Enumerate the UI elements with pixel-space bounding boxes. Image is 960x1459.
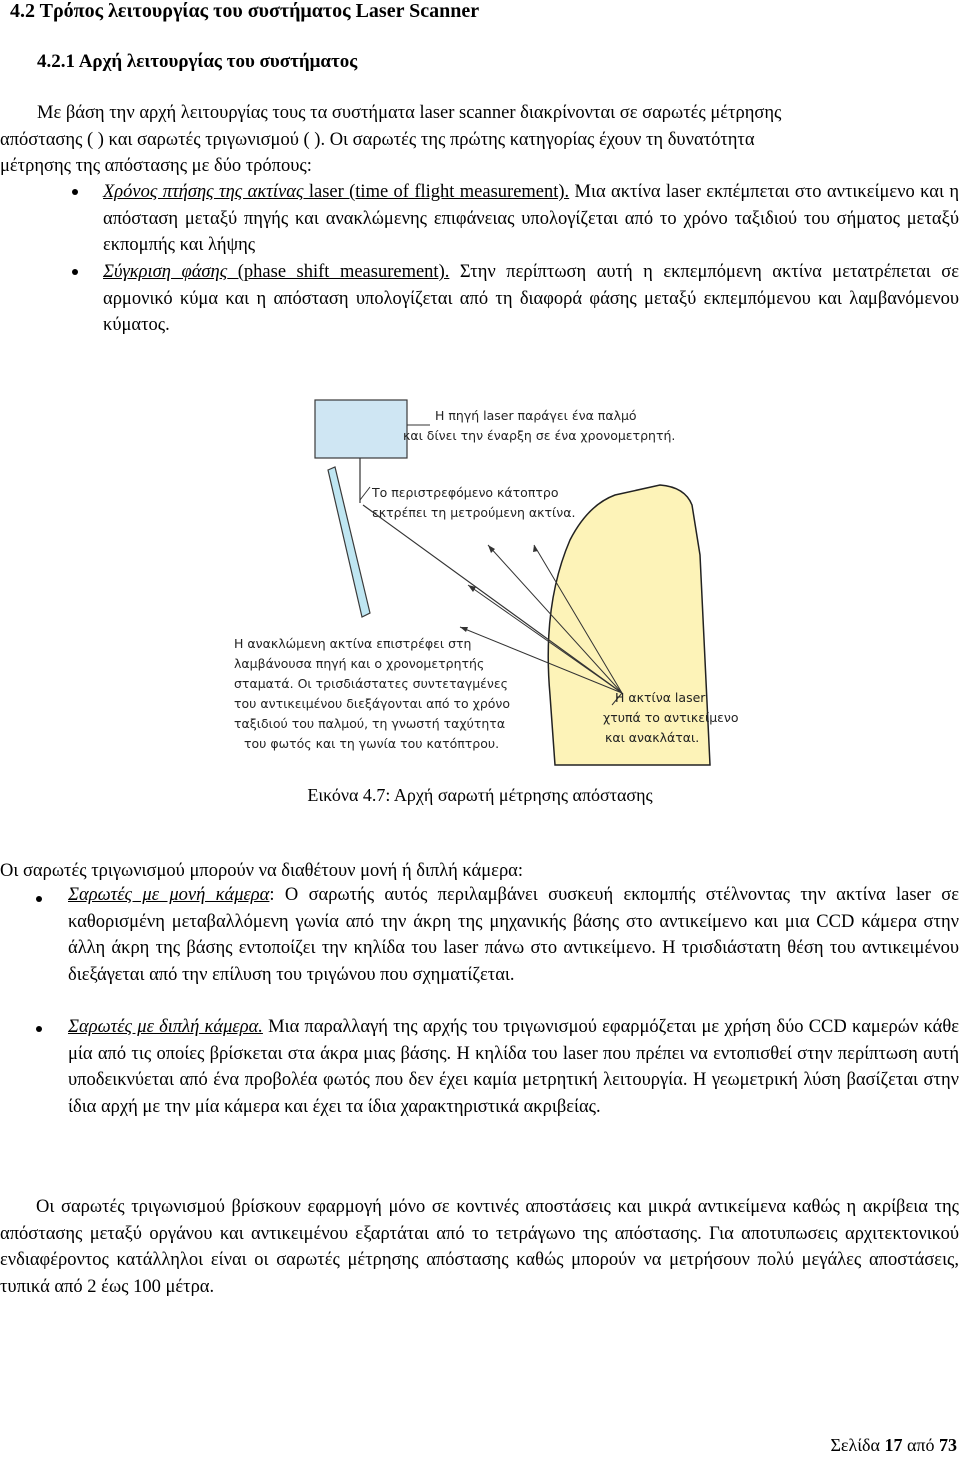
label-return-line: του αντικειμένου διεξάγονται από το χρόνο [234,696,511,711]
label-return-line: του φωτός και τη γωνία του κατόπτρου. [244,736,500,751]
term-tail: laser (time of flight measurement). [303,182,570,202]
list-item-single-camera [68,882,959,988]
list-item-text: : Ο σαρωτής αυτός περιλαμβάνει συσκευή εκπομπής στέλνοντας την ακτίνα laser σε καθορισμένη μεταβαλλόμενη γωνία από την άκρη της μηχανικής βάσης στο αντικείμενο και μια CCD κάμερα στην άλλη άκρη της βάσης εντοποίζει την κηλίδα του laser πάνω στο αντικείμενο. Η τρισδιάστατη θέση του αντικειμένου διεξάγεται από την επίλυση του τριγώνου που σχηματίζεται. [68,885,959,985]
page-footer [830,1432,957,1459]
ray-arrowheads [460,545,538,632]
list-item-time-of-flight [103,179,959,259]
term-phase-shift: Σύγκριση φάσης [103,262,228,282]
list-item-text: Στην περίπτωση αυτή η εκπεμπόμενη ακτίνα μετατρέπεται σε αρμονικό κύμα και η απόσταση υπολογίζεται από τη διαφορά φάσης μεταξύ εκπεμπόμενου και λαμβανόμενου κύματος. [103,262,959,335]
term-dual-camera: Σαρωτές με διπλή κάμερα. [68,1017,263,1037]
label-object-line: χτυπά το αντικείμενο [603,710,739,725]
page-total: 73 [939,1435,957,1455]
bullet-dot [36,896,42,902]
bullet-dot [72,269,78,275]
list-item-dual-camera [68,1014,959,1120]
intro-line-1: Με βάση την αρχή λειτουργίας τους τα συστήματα laser scanner διακρίνονται σε σαρωτές μέτρησης [37,103,782,123]
intro-line-2: απόστασης ( ) και σαρωτές τριγωνισμού ( ). Οι σαρωτές της πρώτης κατηγορίας έχουν τη δυνατότητα [0,129,755,150]
triangulation-intro: Οι σαρωτές τριγωνισμού μπορούν να διαθέτουν μονή ή διπλή κάμερα: [0,861,524,881]
closing-paragraph: Οι σαρωτές τριγωνισμού βρίσκουν εφαρμογή μόνο σε κοντινές αποστάσεις και μικρά αντικείμενα καθώς η ακρίβεια της απόστασης μεταξύ οργάνου και αντικειμένου εξαρτάται από το τετράγωνο της απόστασης. Για αποτυπωσεις αρχιτεκτονικού ενδιαφέροντος κατάλληλοι είναι οι σαρωτές μέτρησης απόστασης καθώς μπορούν να μετρήσουν πολύ μεγάλες αποστάσεις, τυπικά από 2 έως 100 μέτρα. [0,1197,959,1297]
term-single-camera: Σαρωτές με μονή κάμερα [68,885,270,905]
subsection-heading: 4.2.1 Αρχή λειτουργίας του συστήματος [37,51,358,72]
rotating-mirror [328,467,370,617]
page-number: 17 [884,1435,903,1455]
footer-prefix: Σελίδα [830,1435,885,1455]
label-return-line: Η ανακλώμενη ακτίνα επιστρέφει στη [234,636,472,651]
label-mirror-line: Το περιστρεφόμενο κάτοπτρο [372,485,559,500]
label-source-line: και δίνει την έναρξη σε ένα χρονομετρητή. [403,428,676,443]
list-item-phase-shift [103,259,959,339]
list-item-text: Μια παραλλαγή της αρχής του τριγωνισμού εφαρμόζεται με χρήση δύο CCD καμερών κάθε μία από τις οποίες βρίσκεται στα άκρα μιας βάσης. Η κηλίδα του laser που πρέπει να εντοπισθεί στην περίπτωση αυτή υποδεικνύεται από ένα προβολέα φωτός που δεν έχει καμία μετρητική λειτουργία. Η γεωμετρική λύση βασίζεται στην ίδια αρχή με την μία κάμερα και έχει τα ίδια χαρακτηριστικά ακριβείας. [68,1017,960,1117]
list-item-text: Μια ακτίνα laser εκπέμπεται στο αντικείμενο και η απόσταση μεταξύ πηγής και ανακλώμενης επιφάνειας υπολογίζεται από το χρόνο ταξιδιού του σήματος μεταξύ εκπομπής και λήψης [103,182,959,255]
laser-source-box [315,400,407,458]
footer-middle: από [902,1435,939,1455]
term-tail: (phase shift measurement). [227,262,450,282]
term-time-of-flight: Χρόνος πτήσης της ακτίνας [103,182,304,202]
figure-caption: Εικόνα 4.7: Αρχή σαρωτή μέτρησης απόστασης [307,785,653,805]
label-return-line: ταξιδιού του παλμού, τη γνωστή ταχύτητα [234,716,506,731]
label-object-line: και ανακλάται. [605,730,700,745]
label-object-line: Η ακτίνα laser [615,690,706,705]
label-return-line: λαμβάνουσα πηγή και ο χρονομετρητής [234,656,485,671]
section-heading: 4.2 Τρόπος λειτουργίας του συστήματος Laser Scanner [10,0,480,22]
laser-scanner-figure [220,395,740,775]
bullet-dot [36,1026,42,1032]
label-mirror-line: εκτρέπει τη μετρούμενη ακτίνα. [372,505,576,520]
label-source-line: Η πηγή laser παράγει ένα παλμό [435,408,637,423]
intro-paragraph [0,100,960,180]
bullet-dot [72,189,78,195]
intro-line-3: μέτρησης της απόστασης με δύο τρόπους: [0,156,312,176]
label-return-line: σταματά. Οι τρισδιάστατες συντεταγμένες [234,676,509,691]
